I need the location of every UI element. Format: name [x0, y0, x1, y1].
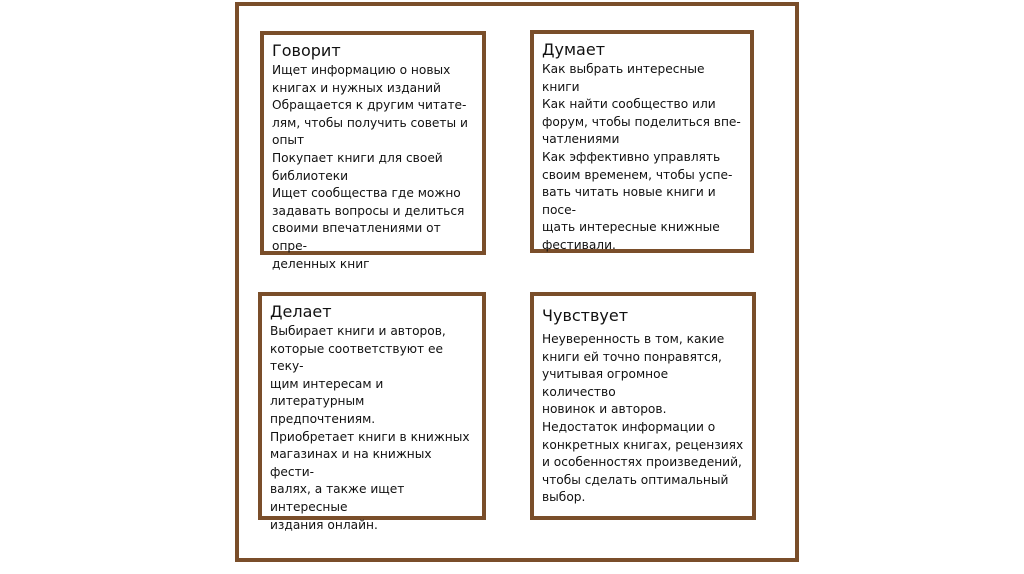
quadrant-thinks-text: Как выбрать интересные книги Как найти сообщество или форум, чтобы поделиться впе- чатлениями Как эффективно управлять своим временем, чтобы успе- вать читать новые книги и посе- щать интересные книжные фестивали.	[542, 62, 741, 252]
quadrant-feels-title: Чувствует	[542, 306, 629, 325]
quadrant-says-title: Говорит	[272, 41, 341, 60]
quadrant-does-text: Выбирает книги и авторов, которые соответствуют ее теку- щим интересам и литературным предпочтениям. Приобретает книги в книжных магазинах и на книжных фести- валях, а также ищет интересные издания онлайн.	[270, 324, 470, 532]
quadrant-says	[260, 31, 486, 271]
quadrant-thinks-title: Думает	[542, 40, 606, 59]
quadrant-feels	[530, 292, 756, 520]
quadrant-feels-text: Неуверенность в том, какие книги ей точно понравятся, учитывая огромное количество новинок и авторов. Недостаток информации о конкретных книгах, рецензиях и особенностях произведений, чтобы сделать оптимальный выбор.	[542, 332, 744, 505]
quadrant-does	[258, 292, 486, 532]
quadrant-does-title: Делает	[270, 302, 332, 321]
quadrant-says-text: Ищет информацию о новых книгах и нужных изданий Обращается к другим читате- лям, чтобы получить советы и опыт Покупает книги для своей библиотеки Ищет сообщества где можно задавать вопросы и делиться своими впечатлениями от опре- деленных книг	[272, 63, 468, 271]
quadrant-thinks	[530, 30, 754, 253]
